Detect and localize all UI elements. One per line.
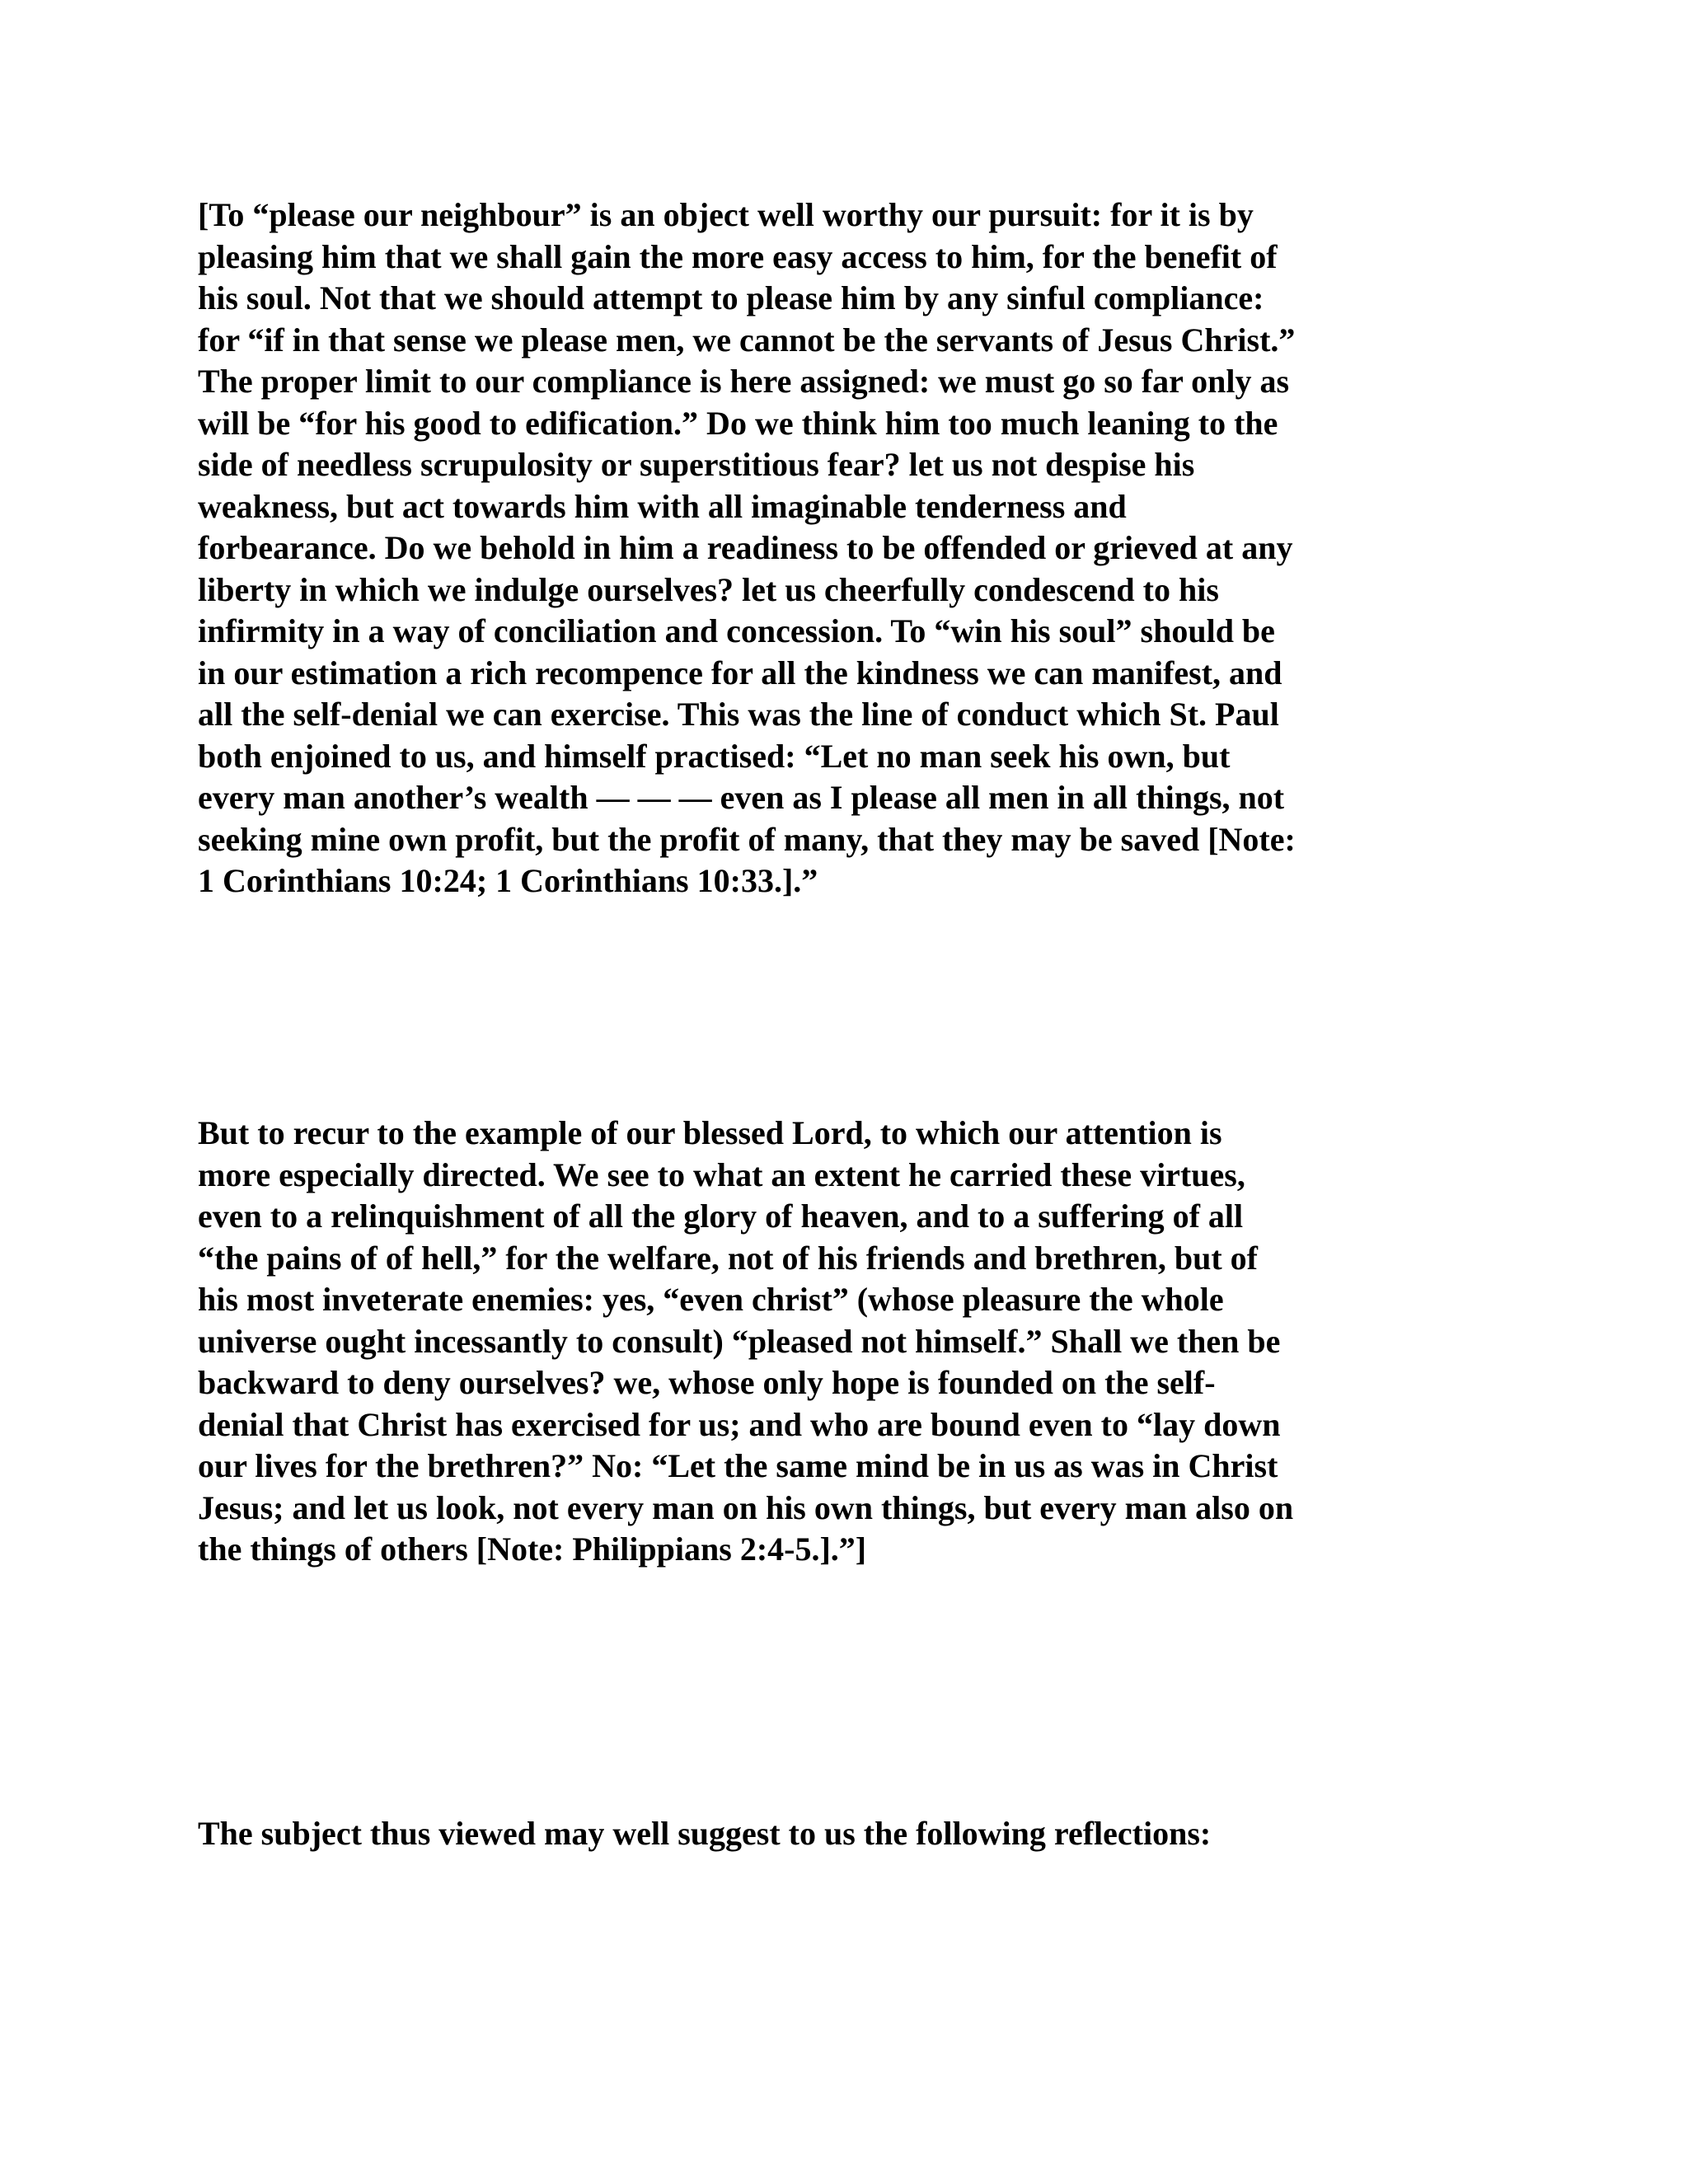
text-line: pleasing him that we shall gain the more easy access to him, for the benefit of: [198, 237, 1278, 275]
text-line: The subject thus viewed may well suggest to us the following reflections:: [198, 1815, 1212, 1852]
text-line: “the pains of of hell,” for the welfare, not of his friends and brethren, but of: [198, 1239, 1258, 1277]
text-line: both enjoined to us, and himself practised: “Let no man seek his own, but: [198, 737, 1231, 775]
text-line: will be “for his good to edification.” Do we think him too much leaning to the: [198, 404, 1278, 442]
text-line: seeking mine own profit, but the profit of many, that they may be saved [Note:: [198, 820, 1296, 858]
text-line: denial that Christ has exercised for us; and who are bound even to “lay down: [198, 1405, 1281, 1443]
text-line: his most inveterate enemies: yes, “even christ” (whose pleasure the whole: [198, 1281, 1224, 1318]
text-line: liberty in which we indulge ourselves? let us cheerfully condescend to his: [198, 570, 1219, 608]
text-line: 1 Corinthians 10:24; 1 Corinthians 10:33.].”: [198, 862, 818, 899]
paragraph-please-our-neighbour: [198, 194, 1500, 902]
text-line: side of needless scrupulosity or superstitious fear? let us not despise his: [198, 446, 1195, 483]
text-line: weakness, but act towards him with all imaginable tenderness and: [198, 487, 1127, 525]
text-line: backward to deny ourselves? we, whose only hope is founded on the self-: [198, 1364, 1216, 1401]
text-line: every man another’s wealth — — — even as I please all men in all things, not: [198, 779, 1285, 816]
text-line: our lives for the brethren?” No: “Let the same mind be in us as was in Christ: [198, 1447, 1278, 1484]
paragraph-example-of-our-lord: [198, 1113, 1500, 1571]
text-line: more especially directed. We see to what an extent he carried these virtues,: [198, 1155, 1245, 1193]
text-line: But to recur to the example of our blessed Lord, to which our attention is: [198, 1114, 1222, 1151]
text-line: universe ought incessantly to consult) “pleased not himself.” Shall we then be: [198, 1322, 1281, 1360]
text-line: forbearance. Do we behold in him a readiness to be offended or grieved at any: [198, 529, 1293, 566]
text-line: infirmity in a way of conciliation and concession. To “win his soul” should be: [198, 612, 1275, 649]
text-line: Jesus; and let us look, not every man on his own things, but every man also on: [198, 1488, 1294, 1526]
text-line: the things of others [Note: Philippians 2:4-5.].”]: [198, 1530, 867, 1568]
text-line: [To “please our neighbour” is an object well worthy our pursuit: for it is by: [198, 196, 1254, 233]
text-line: in our estimation a rich recompence for all the kindness we can manifest, and: [198, 654, 1282, 691]
text-line: for “if in that sense we please men, we cannot be the servants of Jesus Christ.”: [198, 321, 1296, 359]
paragraph-reflections-intro: [198, 1813, 1500, 1855]
text-line: all the self-denial we can exercise. This was the line of conduct which St. Paul: [198, 696, 1279, 733]
text-line: his soul. Not that we should attempt to please him by any sinful compliance:: [198, 279, 1264, 316]
text-line: The proper limit to our compliance is here assigned: we must go so far only as: [198, 363, 1290, 400]
text-line: even to a relinquishment of all the glory of heaven, and to a suffering of all: [198, 1197, 1244, 1235]
